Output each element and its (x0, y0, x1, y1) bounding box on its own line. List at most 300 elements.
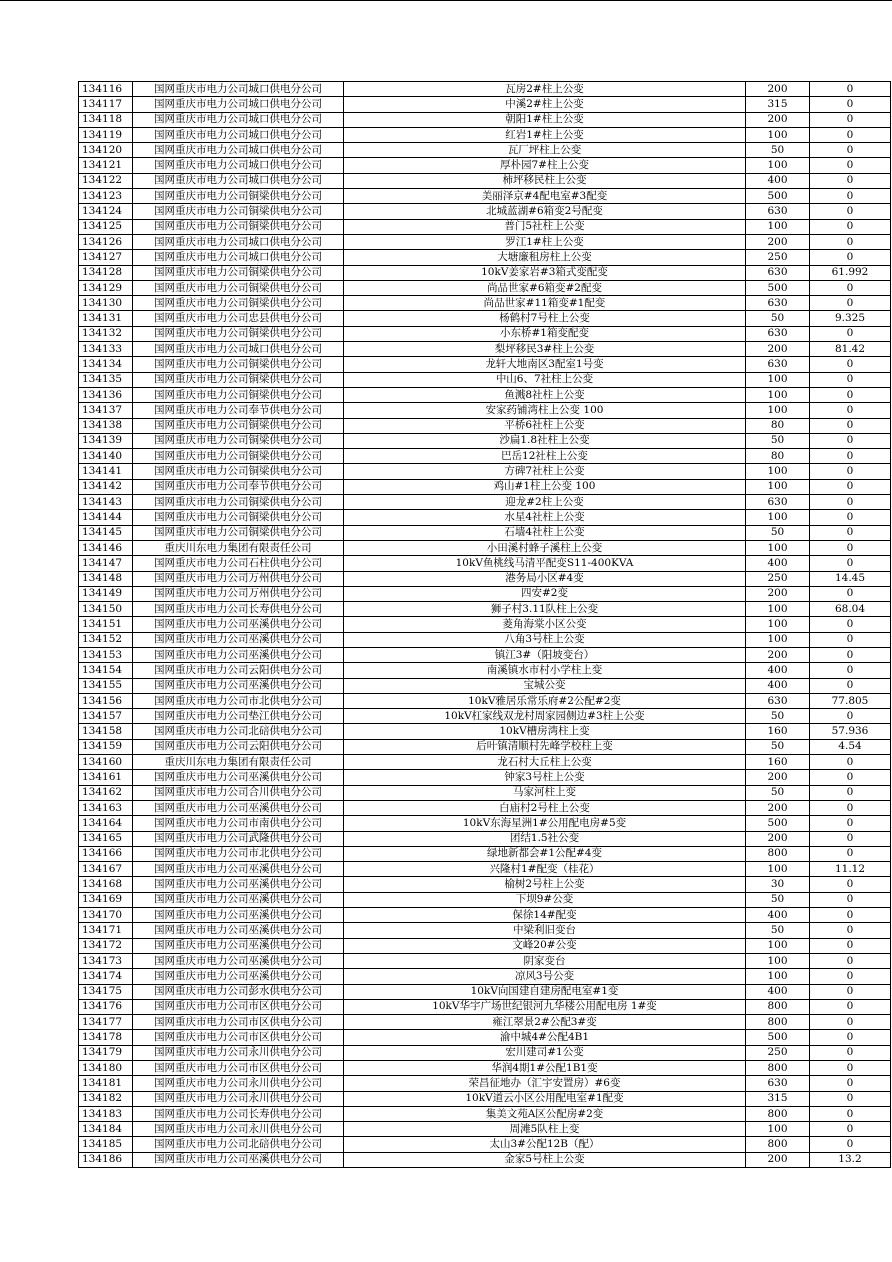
value-cell: 0 (810, 984, 891, 999)
capacity-cell: 100 (746, 617, 810, 632)
capacity-cell: 400 (746, 173, 810, 188)
company-cell: 国网重庆市电力公司合川供电分公司 (133, 785, 344, 800)
company-cell: 国网重庆市电力公司城口供电分公司 (133, 234, 344, 249)
capacity-cell: 400 (746, 908, 810, 923)
capacity-cell: 315 (746, 97, 810, 112)
row-id-cell: 134120 (79, 143, 133, 158)
table-row (79, 97, 891, 112)
value-cell: 11.12 (810, 862, 891, 877)
value-cell: 0 (810, 372, 891, 387)
transformer-name-cell: 厚朴园7#柱上公变 (344, 158, 746, 173)
value-cell: 0 (810, 357, 891, 372)
capacity-cell: 250 (746, 250, 810, 265)
company-cell: 国网重庆市电力公司巫溪供电分公司 (133, 938, 344, 953)
company-cell: 国网重庆市电力公司铜梁供电分公司 (133, 280, 344, 295)
row-id-cell: 134119 (79, 127, 133, 142)
transformer-name-cell: 菱角海棠小区公变 (344, 617, 746, 632)
row-id-cell: 134164 (79, 816, 133, 831)
row-id-cell: 134147 (79, 556, 133, 571)
row-id-cell: 134156 (79, 693, 133, 708)
company-cell: 国网重庆市电力公司巫溪供电分公司 (133, 969, 344, 984)
capacity-cell: 100 (746, 479, 810, 494)
table-row (79, 770, 891, 785)
company-cell: 国网重庆市电力公司北碚供电分公司 (133, 724, 344, 739)
value-cell: 0 (810, 1030, 891, 1045)
capacity-cell: 50 (746, 785, 810, 800)
company-cell: 国网重庆市电力公司铜梁供电分公司 (133, 357, 344, 372)
table-row (79, 143, 891, 158)
company-cell: 国网重庆市电力公司铜梁供电分公司 (133, 326, 344, 341)
value-cell: 0 (810, 785, 891, 800)
transformer-name-cell: 华润4期1#公配1B1变 (344, 1061, 746, 1076)
transformer-name-cell: 八角3号柱上公变 (344, 632, 746, 647)
capacity-cell: 400 (746, 678, 810, 693)
capacity-cell: 50 (746, 143, 810, 158)
table-row (79, 1030, 891, 1045)
value-cell: 0 (810, 1045, 891, 1060)
row-id-cell: 134148 (79, 571, 133, 586)
table-row (79, 265, 891, 280)
capacity-cell: 800 (746, 1106, 810, 1121)
value-cell: 0 (810, 831, 891, 846)
table-row (79, 617, 891, 632)
table-row (79, 571, 891, 586)
capacity-cell: 250 (746, 571, 810, 586)
transformer-name-cell: 雍江翠景2#公配3#变 (344, 1015, 746, 1030)
company-cell: 国网重庆市电力公司铜梁供电分公司 (133, 204, 344, 219)
company-cell: 国网重庆市电力公司长寿供电分公司 (133, 602, 344, 617)
capacity-cell: 630 (746, 265, 810, 280)
value-cell: 0 (810, 510, 891, 525)
table-row (79, 923, 891, 938)
transformer-name-cell: 阴家变台 (344, 953, 746, 968)
transformer-name-cell: 荣昌征地办（汇宇安置房）#6变 (344, 1076, 746, 1091)
capacity-cell: 100 (746, 938, 810, 953)
row-id-cell: 134127 (79, 250, 133, 265)
company-cell: 国网重庆市电力公司永川供电分公司 (133, 1045, 344, 1060)
row-id-cell: 134116 (79, 82, 133, 97)
row-id-cell: 134117 (79, 97, 133, 112)
row-id-cell: 134159 (79, 739, 133, 754)
value-cell: 0 (810, 127, 891, 142)
row-id-cell: 134179 (79, 1045, 133, 1060)
company-cell: 国网重庆市电力公司奉节供电分公司 (133, 479, 344, 494)
value-cell: 13.2 (810, 1152, 891, 1167)
value-cell: 0 (810, 234, 891, 249)
capacity-cell: 200 (746, 342, 810, 357)
transformer-name-cell: 瓦厂坪柱上公变 (344, 143, 746, 158)
table-row (79, 602, 891, 617)
row-id-cell: 134175 (79, 984, 133, 999)
data-table (78, 81, 891, 1168)
capacity-cell: 630 (746, 296, 810, 311)
company-cell: 国网重庆市电力公司忠县供电分公司 (133, 311, 344, 326)
table-row (79, 495, 891, 510)
transformer-name-cell: 鱼溅8社柱上公变 (344, 387, 746, 402)
transformer-name-cell: 绿地新都会#1公配#4变 (344, 846, 746, 861)
company-cell: 重庆川东电力集团有限责任公司 (133, 755, 344, 770)
transformer-name-cell: 周滩5队柱上变 (344, 1122, 746, 1137)
row-id-cell: 134169 (79, 892, 133, 907)
table-row (79, 234, 891, 249)
capacity-cell: 630 (746, 1076, 810, 1091)
transformer-name-cell: 渝中城4#公配4B1 (344, 1030, 746, 1045)
value-cell: 0 (810, 1137, 891, 1152)
transformer-name-cell: 宏川建司#1公变 (344, 1045, 746, 1060)
transformer-name-cell: 镇江3#（阳坡变台） (344, 647, 746, 662)
row-id-cell: 134144 (79, 510, 133, 525)
transformer-name-cell: 10kV华宇广场世纪银河九华楼公用配电房 1#变 (344, 999, 746, 1014)
table-row (79, 969, 891, 984)
row-id-cell: 134136 (79, 387, 133, 402)
table-row (79, 739, 891, 754)
row-id-cell: 134158 (79, 724, 133, 739)
value-cell: 0 (810, 540, 891, 555)
transformer-name-cell: 文峰20#公变 (344, 938, 746, 953)
row-id-cell: 134152 (79, 632, 133, 647)
row-id-cell: 134123 (79, 189, 133, 204)
table-row (79, 326, 891, 341)
capacity-cell: 50 (746, 311, 810, 326)
transformer-name-cell: 金家5号柱上公变 (344, 1152, 746, 1167)
capacity-cell: 200 (746, 647, 810, 662)
capacity-cell: 500 (746, 816, 810, 831)
transformer-name-cell: 朝阳1#柱上公变 (344, 112, 746, 127)
capacity-cell: 200 (746, 770, 810, 785)
value-cell: 0 (810, 1091, 891, 1106)
company-cell: 国网重庆市电力公司铜梁供电分公司 (133, 296, 344, 311)
capacity-cell: 50 (746, 739, 810, 754)
row-id-cell: 134134 (79, 357, 133, 372)
capacity-cell: 315 (746, 1091, 810, 1106)
company-cell: 国网重庆市电力公司铜梁供电分公司 (133, 387, 344, 402)
row-id-cell: 134184 (79, 1122, 133, 1137)
transformer-name-cell: 梨坪移民3#柱上公变 (344, 342, 746, 357)
transformer-name-cell: 普门5社柱上公变 (344, 219, 746, 234)
value-cell: 77.805 (810, 693, 891, 708)
company-cell: 国网重庆市电力公司城口供电分公司 (133, 158, 344, 173)
company-cell: 国网重庆市电力公司巫溪供电分公司 (133, 923, 344, 938)
row-id-cell: 134172 (79, 938, 133, 953)
row-id-cell: 134165 (79, 831, 133, 846)
transformer-name-cell: 龙石村大丘柱上公变 (344, 755, 746, 770)
value-cell: 0 (810, 617, 891, 632)
capacity-cell: 500 (746, 1030, 810, 1045)
value-cell: 0 (810, 877, 891, 892)
capacity-cell: 200 (746, 831, 810, 846)
capacity-cell: 50 (746, 525, 810, 540)
transformer-name-cell: 中梁利旧变台 (344, 923, 746, 938)
transformer-name-cell: 团结1.5社公变 (344, 831, 746, 846)
table-row (79, 816, 891, 831)
capacity-cell: 100 (746, 1122, 810, 1137)
row-id-cell: 134132 (79, 326, 133, 341)
transformer-name-cell: 迎龙#2柱上公变 (344, 495, 746, 510)
transformer-name-cell: 罗江1#柱上公变 (344, 234, 746, 249)
company-cell: 国网重庆市电力公司巫溪供电分公司 (133, 678, 344, 693)
table-row (79, 846, 891, 861)
company-cell: 国网重庆市电力公司市区供电分公司 (133, 1015, 344, 1030)
table-row (79, 296, 891, 311)
row-id-cell: 134162 (79, 785, 133, 800)
company-cell: 国网重庆市电力公司垫江供电分公司 (133, 709, 344, 724)
transformer-name-cell: 钟家3号柱上公变 (344, 770, 746, 785)
row-id-cell: 134154 (79, 663, 133, 678)
table-row (79, 403, 891, 418)
value-cell: 0 (810, 938, 891, 953)
capacity-cell: 200 (746, 586, 810, 601)
value-cell: 0 (810, 632, 891, 647)
company-cell: 国网重庆市电力公司永川供电分公司 (133, 1076, 344, 1091)
value-cell: 0 (810, 647, 891, 662)
value-cell: 0 (810, 816, 891, 831)
capacity-cell: 100 (746, 219, 810, 234)
row-id-cell: 134143 (79, 495, 133, 510)
table-row (79, 158, 891, 173)
company-cell: 国网重庆市电力公司城口供电分公司 (133, 82, 344, 97)
transformer-name-cell: 美丽泽京#4配电室#3配变 (344, 189, 746, 204)
transformer-name-cell: 10kV鱼桃线马清平配变S11-400KVA (344, 556, 746, 571)
company-cell: 国网重庆市电力公司铜梁供电分公司 (133, 265, 344, 280)
table-row (79, 112, 891, 127)
table-row (79, 1137, 891, 1152)
company-cell: 国网重庆市电力公司巫溪供电分公司 (133, 647, 344, 662)
value-cell: 0 (810, 219, 891, 234)
transformer-name-cell: 尚品世家#11箱变#1配变 (344, 296, 746, 311)
capacity-cell: 100 (746, 464, 810, 479)
company-cell: 国网重庆市电力公司万州供电分公司 (133, 571, 344, 586)
transformer-name-cell: 宝城公变 (344, 678, 746, 693)
transformer-name-cell: 安家药铺湾柱上公变 100 (344, 403, 746, 418)
company-cell: 国网重庆市电力公司市区供电分公司 (133, 1061, 344, 1076)
capacity-cell: 800 (746, 1137, 810, 1152)
row-id-cell: 134150 (79, 602, 133, 617)
capacity-cell: 100 (746, 540, 810, 555)
value-cell: 0 (810, 892, 891, 907)
row-id-cell: 134126 (79, 234, 133, 249)
table-row (79, 663, 891, 678)
table-row (79, 250, 891, 265)
company-cell: 国网重庆市电力公司巫溪供电分公司 (133, 892, 344, 907)
table-row (79, 479, 891, 494)
table-row (79, 357, 891, 372)
company-cell: 国网重庆市电力公司彭水供电分公司 (133, 984, 344, 999)
value-cell: 0 (810, 1106, 891, 1121)
transformer-name-cell: 瓦房2#柱上公变 (344, 82, 746, 97)
row-id-cell: 134176 (79, 999, 133, 1014)
capacity-cell: 200 (746, 800, 810, 815)
transformer-name-cell: 水星4社柱上公变 (344, 510, 746, 525)
company-cell: 国网重庆市电力公司巫溪供电分公司 (133, 908, 344, 923)
transformer-name-cell: 小东桥#1箱变配变 (344, 326, 746, 341)
row-id-cell: 134129 (79, 280, 133, 295)
value-cell: 0 (810, 709, 891, 724)
table-row (79, 709, 891, 724)
company-cell: 国网重庆市电力公司铜梁供电分公司 (133, 189, 344, 204)
capacity-cell: 200 (746, 112, 810, 127)
row-id-cell: 134186 (79, 1152, 133, 1167)
company-cell: 国网重庆市电力公司城口供电分公司 (133, 250, 344, 265)
capacity-cell: 100 (746, 372, 810, 387)
value-cell: 4.54 (810, 739, 891, 754)
capacity-cell: 100 (746, 387, 810, 402)
value-cell: 0 (810, 189, 891, 204)
table-row (79, 984, 891, 999)
company-cell: 国网重庆市电力公司奉节供电分公司 (133, 403, 344, 418)
company-cell: 国网重庆市电力公司永川供电分公司 (133, 1122, 344, 1137)
transformer-name-cell: 保徐14#配变 (344, 908, 746, 923)
transformer-name-cell: 10kV槽房湾柱上变 (344, 724, 746, 739)
row-id-cell: 134181 (79, 1076, 133, 1091)
company-cell: 国网重庆市电力公司巫溪供电分公司 (133, 617, 344, 632)
value-cell: 14.45 (810, 571, 891, 586)
company-cell: 国网重庆市电力公司铜梁供电分公司 (133, 219, 344, 234)
value-cell: 0 (810, 250, 891, 265)
transformer-name-cell: 柿坪移民柱上公变 (344, 173, 746, 188)
company-cell: 国网重庆市电力公司武隆供电分公司 (133, 831, 344, 846)
company-cell: 国网重庆市电力公司巫溪供电分公司 (133, 770, 344, 785)
capacity-cell: 630 (746, 326, 810, 341)
capacity-cell: 30 (746, 877, 810, 892)
row-id-cell: 134138 (79, 418, 133, 433)
value-cell: 0 (810, 495, 891, 510)
table-row (79, 280, 891, 295)
table-row (79, 1106, 891, 1121)
transformer-name-cell: 沙扁1.8社柱上公变 (344, 433, 746, 448)
table-row (79, 449, 891, 464)
value-cell: 0 (810, 923, 891, 938)
table-row (79, 1091, 891, 1106)
capacity-cell: 630 (746, 357, 810, 372)
table-row (79, 678, 891, 693)
row-id-cell: 134131 (79, 311, 133, 326)
capacity-cell: 800 (746, 999, 810, 1014)
row-id-cell: 134168 (79, 877, 133, 892)
value-cell: 0 (810, 908, 891, 923)
table-row (79, 1076, 891, 1091)
company-cell: 国网重庆市电力公司城口供电分公司 (133, 127, 344, 142)
company-cell: 国网重庆市电力公司铜梁供电分公司 (133, 372, 344, 387)
capacity-cell: 200 (746, 82, 810, 97)
value-cell: 0 (810, 846, 891, 861)
row-id-cell: 134122 (79, 173, 133, 188)
table-row (79, 1061, 891, 1076)
transformer-name-cell: 凉风3号公变 (344, 969, 746, 984)
transformer-name-cell: 中山6、7社柱上公变 (344, 372, 746, 387)
capacity-cell: 630 (746, 693, 810, 708)
value-cell: 0 (810, 678, 891, 693)
row-id-cell: 134121 (79, 158, 133, 173)
row-id-cell: 134174 (79, 969, 133, 984)
row-id-cell: 134137 (79, 403, 133, 418)
table-row (79, 999, 891, 1014)
capacity-cell: 80 (746, 418, 810, 433)
value-cell: 0 (810, 800, 891, 815)
row-id-cell: 134153 (79, 647, 133, 662)
row-id-cell: 134124 (79, 204, 133, 219)
transformer-name-cell: 10kV姜家岩#3箱式变配变 (344, 265, 746, 280)
value-cell: 0 (810, 418, 891, 433)
table-row (79, 387, 891, 402)
transformer-name-cell: 狮子村3.11队柱上公变 (344, 602, 746, 617)
capacity-cell: 100 (746, 510, 810, 525)
capacity-cell: 80 (746, 449, 810, 464)
row-id-cell: 134177 (79, 1015, 133, 1030)
company-cell: 国网重庆市电力公司铜梁供电分公司 (133, 464, 344, 479)
capacity-cell: 250 (746, 1045, 810, 1060)
capacity-cell: 400 (746, 663, 810, 678)
value-cell: 0 (810, 479, 891, 494)
transformer-name-cell: 兴隆村1#配变（桂花） (344, 862, 746, 877)
company-cell: 国网重庆市电力公司铜梁供电分公司 (133, 495, 344, 510)
table-row (79, 892, 891, 907)
capacity-cell: 100 (746, 969, 810, 984)
value-cell: 0 (810, 387, 891, 402)
transformer-name-cell: 10kV道云小区公用配电室#1配变 (344, 1091, 746, 1106)
company-cell: 国网重庆市电力公司市南供电分公司 (133, 816, 344, 831)
transformer-name-cell: 马家河柱上变 (344, 785, 746, 800)
row-id-cell: 134125 (79, 219, 133, 234)
company-cell: 国网重庆市电力公司巫溪供电分公司 (133, 862, 344, 877)
transformer-name-cell: 10kV东海星洲1#公用配电房#5变 (344, 816, 746, 831)
table-row (79, 510, 891, 525)
company-cell: 国网重庆市电力公司城口供电分公司 (133, 112, 344, 127)
transformer-name-cell: 下坝9#公变 (344, 892, 746, 907)
table-row (79, 632, 891, 647)
company-cell: 国网重庆市电力公司铜梁供电分公司 (133, 433, 344, 448)
table-row (79, 831, 891, 846)
company-cell: 国网重庆市电力公司市北供电分公司 (133, 846, 344, 861)
top-rule (0, 0, 892, 1)
value-cell: 0 (810, 280, 891, 295)
value-cell: 0 (810, 556, 891, 571)
row-id-cell: 134160 (79, 755, 133, 770)
transformer-name-cell: 石墙4社柱上公变 (344, 525, 746, 540)
table-row (79, 586, 891, 601)
table-row (79, 204, 891, 219)
value-cell: 0 (810, 1076, 891, 1091)
capacity-cell: 50 (746, 433, 810, 448)
value-cell: 0 (810, 755, 891, 770)
company-cell: 国网重庆市电力公司云阳供电分公司 (133, 739, 344, 754)
table-row (79, 418, 891, 433)
table-row (79, 938, 891, 953)
capacity-cell: 200 (746, 1152, 810, 1167)
company-cell: 国网重庆市电力公司城口供电分公司 (133, 173, 344, 188)
value-cell: 0 (810, 173, 891, 188)
row-id-cell: 134185 (79, 1137, 133, 1152)
row-id-cell: 134151 (79, 617, 133, 632)
table-row (79, 647, 891, 662)
table-row (79, 189, 891, 204)
transformer-name-cell: 集美文苑A区公配房#2变 (344, 1106, 746, 1121)
company-cell: 国网重庆市电力公司铜梁供电分公司 (133, 525, 344, 540)
value-cell: 68.04 (810, 602, 891, 617)
row-id-cell: 134155 (79, 678, 133, 693)
table-row (79, 173, 891, 188)
capacity-cell: 800 (746, 1061, 810, 1076)
transformer-name-cell: 10kV向国建自建房配电室#1变 (344, 984, 746, 999)
row-id-cell: 134140 (79, 449, 133, 464)
row-id-cell: 134118 (79, 112, 133, 127)
table-row (79, 908, 891, 923)
value-cell: 0 (810, 97, 891, 112)
transformer-name-cell: 红岩1#柱上公变 (344, 127, 746, 142)
company-cell: 国网重庆市电力公司城口供电分公司 (133, 342, 344, 357)
company-cell: 重庆川东电力集团有限责任公司 (133, 540, 344, 555)
row-id-cell: 134173 (79, 953, 133, 968)
table-row (79, 556, 891, 571)
